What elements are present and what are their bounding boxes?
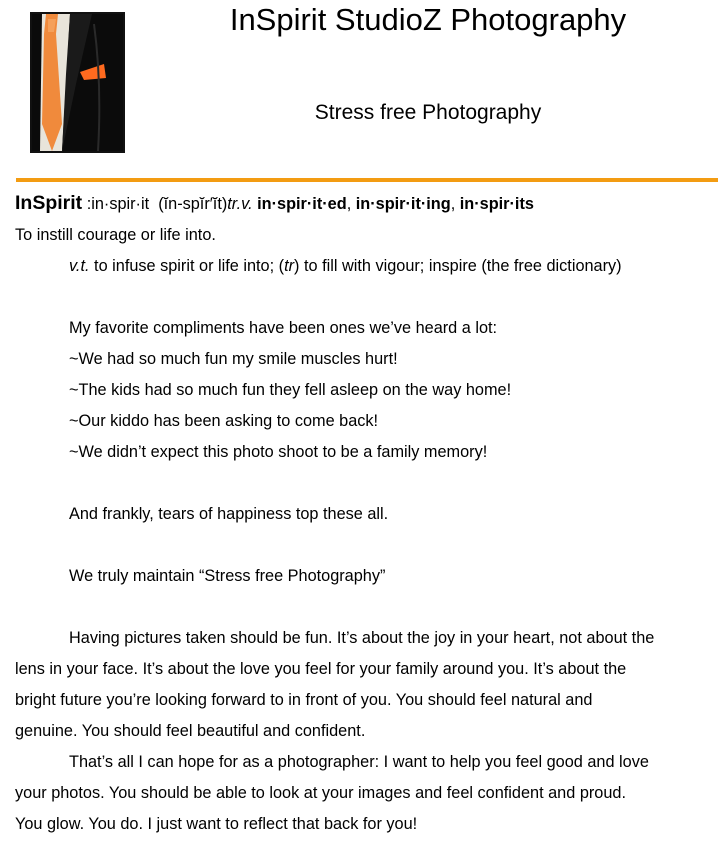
alternate-tr: tr: [284, 257, 295, 275]
logo-image: [30, 12, 125, 153]
paragraph-line: That’s all I can hope for as a photographer: I want to help you feel good and love: [69, 753, 649, 771]
spacer: [15, 282, 721, 313]
definition-line: InSpirit :in·spir·it (ĭn-spĭr′ĭt)tr.v. in·spir·it·ed, in·spir·it·ing, in·spir·its: [15, 192, 534, 214]
definition-syllables: :in·spir·it: [86, 195, 150, 213]
definition-form-3: in·spir·its: [459, 195, 534, 213]
definition-term: InSpirit: [15, 192, 83, 214]
definition-form-1: in·spir·it·ed: [257, 195, 347, 213]
definition-pronunciation: (ĭn-spĭr′ĭt): [158, 195, 228, 213]
spacer: [15, 592, 721, 623]
paragraph-line: Having pictures taken should be fun. It’s about the joy in your heart, not about the: [69, 629, 655, 647]
definition-form-2: in·spir·it·ing: [355, 195, 451, 213]
site-tagline: Stress free Photography: [314, 101, 542, 124]
spacer: [15, 468, 721, 499]
paragraph-line: lens in your face. It’s about the love you feel for your family around you. It’s about the: [15, 660, 627, 678]
definition-pos: tr.v.: [227, 195, 253, 213]
definition-alternate: [15, 251, 721, 282]
main-content: [15, 188, 721, 840]
compliment-item: ~Our kiddo has been asking to come back!: [69, 412, 379, 430]
compliment-item: ~We had so much fun my smile muscles hurt!: [69, 350, 398, 368]
site-title: InSpirit StudioZ Photography: [229, 2, 627, 37]
definition-meaning: To instill courage or life into.: [15, 226, 216, 244]
compliments-closing: And frankly, tears of happiness top these all.: [69, 505, 389, 523]
paragraph-line: You glow. You do. I just want to reflect that back for you!: [15, 815, 418, 833]
alternate-text-2: ) to fill with vigour; inspire (the free dictionary): [294, 257, 622, 275]
paragraph-fun: [15, 623, 721, 747]
spacer: [15, 530, 721, 561]
stress-free-statement: We truly maintain “Stress free Photography”: [69, 567, 386, 585]
compliments-intro: My favorite compliments have been ones we’ve heard a lot:: [69, 319, 498, 337]
header-divider: [16, 178, 718, 182]
tuxedo-photo: [32, 14, 123, 151]
alternate-pos: v.t.: [69, 257, 90, 275]
compliment-item: ~The kids had so much fun they fell asleep on the way home!: [69, 381, 512, 399]
paragraph-line: bright future you’re looking forward to in front of you. You should feel natural and: [15, 691, 593, 709]
paragraph-line: genuine. You should feel beautiful and confident.: [15, 722, 366, 740]
compliment-item: ~We didn’t expect this photo shoot to be a family memory!: [69, 443, 488, 461]
paragraph-photographer: [15, 747, 721, 840]
paragraph-line: your photos. You should be able to look at your images and feel confident and proud.: [15, 784, 626, 802]
alternate-text-1: to infuse spirit or life into; (: [89, 257, 285, 275]
